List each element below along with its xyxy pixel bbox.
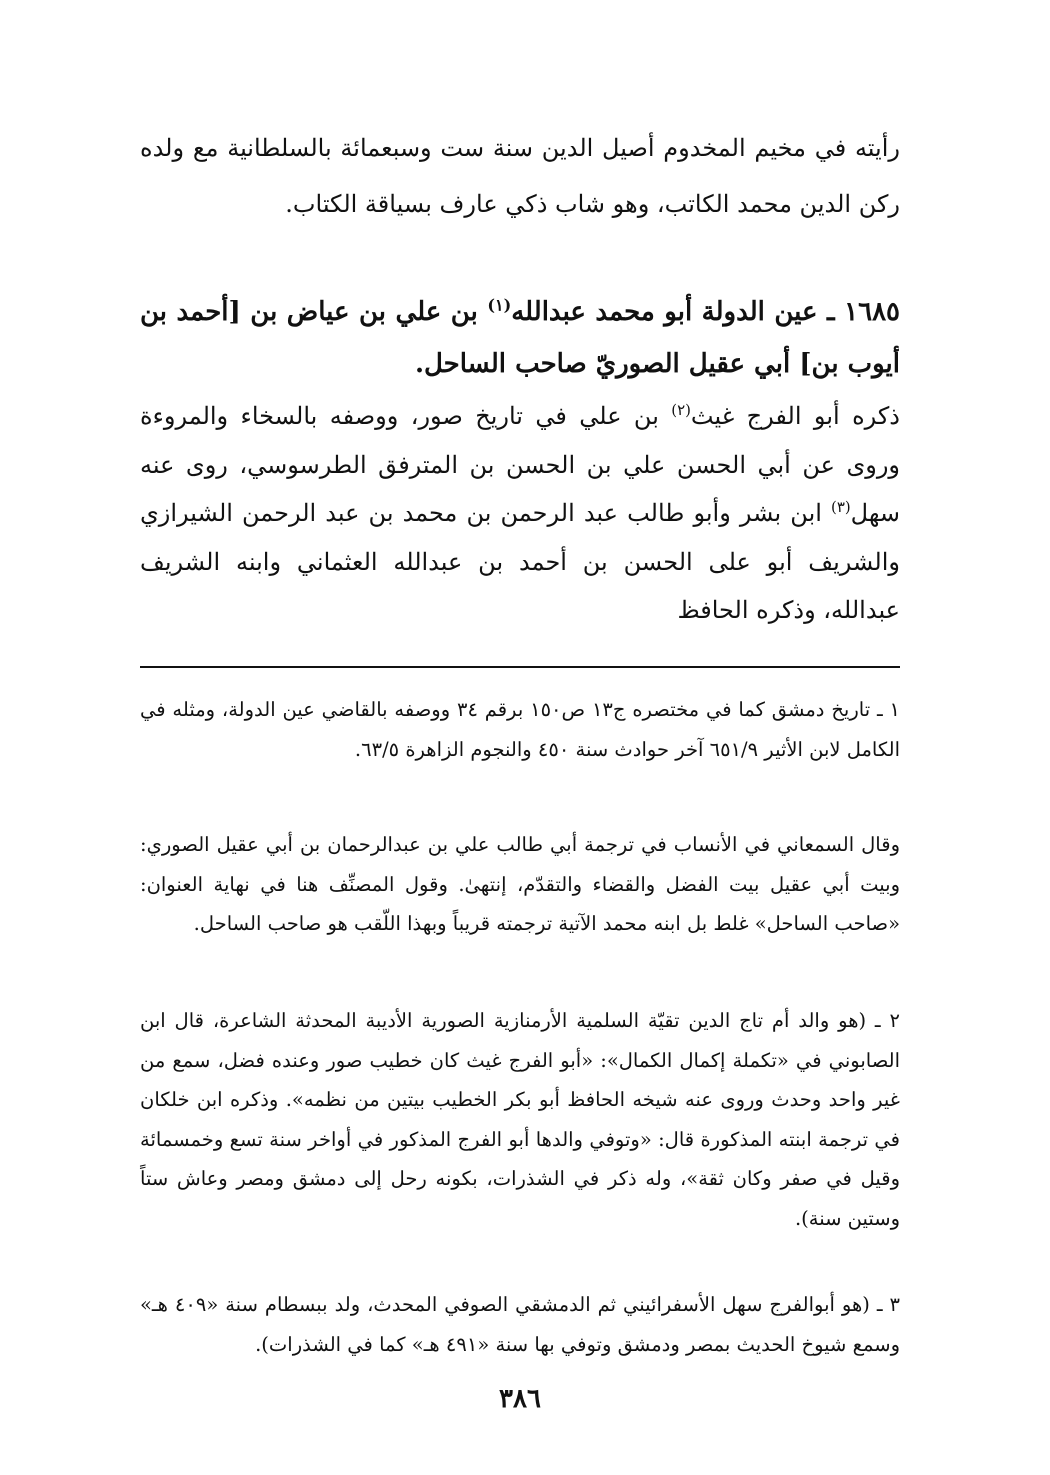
entry-body-part-1: ذكره أبو الفرج غيث [690, 402, 900, 430]
footnote-ref-3: (٣) [831, 498, 851, 516]
footnote-2: ٢ ـ (هو والد أم تاج الدين تقيّة السلمية الأرمنازية الصورية الأديبة المحدثة الشاعرة، قال ابن الصابوني في «تكملة إكمال الكمال»: «أبو الفرج غيث كان خطيب صور وعنده فضل، سمع من غير واحد وحدث وروى عنه شيخه الحافظ أبو بكر الخطيب بيتين من نظمه». وذكره ابن خلكان في ترجمة ابنته المذكورة قال: «وتوفي والدها أبو الفرج المذكور في أواخر سنة تسع وخمسمائة وقيل في صفر وكان ثقة»، وله ذكر في الشذرات، بكونه رحل إلى دمشق ومصر وعاش ستاً وستين سنة). [140, 1009, 900, 1230]
entry-body [140, 392, 900, 635]
entry-body-part-2: بن علي في تاريخ صور، ووصفه بالسخاء والمروءة وروى عن أبي الحسن علي بن الحسن بن المترفق الطرسوسي، روى عنه سهل [140, 402, 900, 527]
document-page [140, 0, 900, 1475]
footnote-ref-1: (١) [487, 295, 512, 315]
footnote-ref-2: (٢) [671, 401, 691, 419]
footnote-3: ٣ ـ (هو أبوالفرج سهل الأسفرائيني ثم الدمشقي الصوفي المحدث، ولد ببسطام سنة «٤٠٩ هـ» وسمع شيوخ الحديث بمصر ودمشق وتوفي بها سنة «٤٩١ هـ» كما في الشذرات). [140, 1293, 900, 1356]
page-number: ٣٨٦ [499, 1384, 541, 1414]
entry-title-end: بن علي بن عياض بن [أحمد بن أيوب بن] أبي عقيل الصوريّ صاحب الساحل. [140, 297, 900, 379]
intro-paragraph: رأيته في مخيم المخدوم أصيل الدين سنة ست وسبعمائة بالسلطانية مع ولده ركن الدين محمد الكاتب، وهو شاب ذكي عارف بسياقة الكتاب. [140, 134, 900, 218]
footnote-1: ١ ـ تاريخ دمشق كما في مختصره ج١٣ ص١٥٠ برقم ٣٤ ووصفه بالقاضي عين الدولة، ومثله في الكامل لابن الأثير ٦٥١/٩ آخر حوادث سنة ٤٥٠ والنجوم الزاهرة ٦٣/٥. [140, 698, 901, 761]
entry-title-start: ١٦٨٥ ـ عين الدولة أبو محمد عبدالله [511, 297, 900, 327]
entry-title [140, 286, 900, 390]
footnote-1-continuation: وقال السمعاني في الأنساب في ترجمة أبي طالب علي بن عبدالرحمان بن أبي عقيل الصوري: وبيت أبي عقيل بيت الفضل والقضاء والتقدّم، إنتهىٰ. وقول المصنِّف هنا في نهاية العنوان: «صاحب الساحل» غلط بل ابنه محمد الآتية ترجمته قريباً وبهذا اللّقب هو صاحب الساحل. [140, 833, 900, 935]
entry-body-part-3: ابن بشر وأبو طالب عبد الرحمن بن محمد بن عبد الرحمن الشيرازي والشريف أبو على الحسن بن أحمد بن عبدالله العثماني وابنه الشريف عبدالله، وذكره الحافظ [140, 499, 900, 624]
footnote-divider [140, 666, 900, 668]
